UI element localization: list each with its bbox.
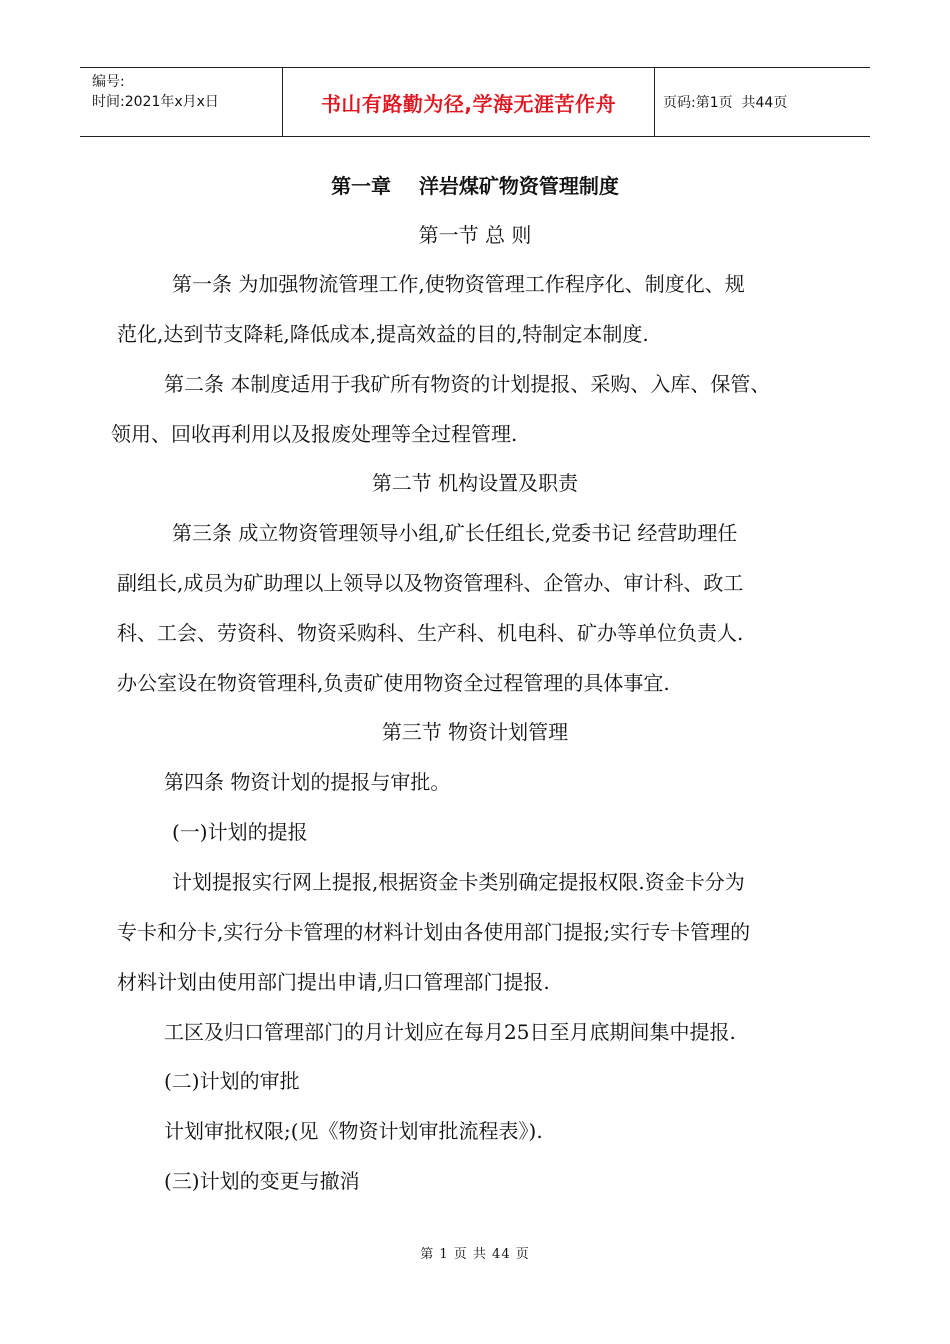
subitem-1-line-1: 计划提报实行网上提报,根据资金卡类别确定提报权限.资金卡分为: [172, 870, 745, 894]
subitem-1-line-3: 材料计划由使用部门提出申请,归口管理部门提报.: [117, 970, 550, 994]
article-3-line-1: 第三条 成立物资管理领导小组,矿长任组长,党委书记 经营助理任: [172, 521, 738, 545]
motto-text: 书山有路勤为径,学海无涯苦作舟: [320, 91, 617, 116]
article-3-line-4: 办公室设在物资管理科,负责矿使用物资全过程管理的具体事宜.: [117, 671, 670, 695]
subitem-3-heading: (三)计划的变更与撤消: [164, 1169, 360, 1193]
subitem-2-line-1: 计划审批权限;(见《物资计划审批流程表》).: [164, 1119, 543, 1143]
article-3-line-2: 副组长,成员为矿助理以上领导以及物资管理科、企管办、审计科、政工: [117, 571, 744, 595]
serial-number-label: 编号:: [92, 74, 125, 90]
section-title-organization: 第二节 机构设置及职责: [371, 471, 579, 495]
article-2-line-2: 领用、回收再利用以及报废处理等全过程管理.: [111, 422, 518, 446]
article-3-line-3: 科、工会、劳资科、物资采购科、生产科、机电科、矿办等单位负责人.: [117, 621, 744, 645]
section-title-general: 第一节 总 则: [418, 223, 532, 247]
page-footer: 第 1 页 共 44 页: [420, 1247, 530, 1262]
article-4-heading: 第四条 物资计划的提报与审批。: [164, 770, 451, 794]
header-motto: [282, 68, 655, 136]
document-header: [80, 67, 870, 137]
article-1-line-1: 第一条 为加强物流管理工作,使物资管理工作程序化、制度化、规: [172, 272, 745, 296]
subitem-2-heading: (二)计划的审批: [164, 1069, 300, 1093]
date-label: 时间:2021年x月x日: [92, 94, 219, 110]
subitem-1-line-4: 工区及归口管理部门的月计划应在每月25日至月底期间集中提报.: [164, 1020, 736, 1044]
chapter-title: 第一章 洋岩煤矿物资管理制度: [331, 174, 619, 198]
article-1-line-2: 范化,达到节支降耗,降低成本,提高效益的目的,特制定本制度.: [117, 322, 649, 346]
header-meta: [80, 68, 282, 136]
subitem-1-line-2: 专卡和分卡,实行分卡管理的材料计划由各使用部门提报;实行专卡管理的: [117, 920, 751, 944]
page-info-text: 页码:第1页 共44页: [663, 95, 788, 111]
subitem-1-heading: (一)计划的提报: [172, 820, 308, 844]
section-title-planning: 第三节 物资计划管理: [381, 720, 569, 744]
article-2-line-1: 第二条 本制度适用于我矿所有物资的计划提报、采购、入库、保管、: [164, 372, 771, 396]
header-page-info: [655, 68, 870, 136]
